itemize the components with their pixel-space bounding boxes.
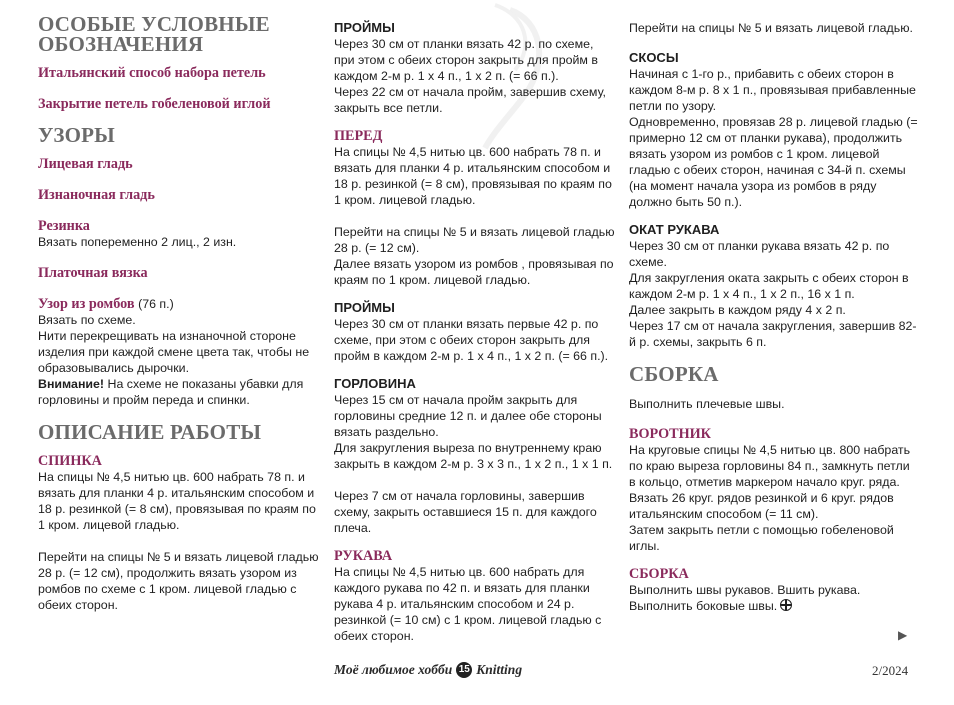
front-title: ПЕРЕД	[334, 128, 383, 144]
footer-magazine-right: Knitting	[476, 662, 523, 677]
attention-note	[38, 376, 323, 408]
front-armholes-title: ПРОЙМЫ	[334, 300, 395, 315]
special-symbols-title: ОСОБЫЕ УСЛОВНЫЕ ОБОЗНАЧЕНИЯ	[38, 12, 270, 56]
final-assembly-title: СБОРКА	[629, 566, 689, 582]
final-assembly-body: Выполнить швы рукавов. Вшить рукава. Выполнить боковые швы.	[629, 583, 861, 613]
rib-text: Вязать попеременно 2 лиц., 2 изн.	[38, 235, 237, 249]
page-number: 15	[456, 662, 472, 678]
assembly-text: Выполнить плечевые швы.	[629, 397, 785, 411]
work-description-title: ОПИСАНИЕ РАБОТЫ	[38, 420, 262, 444]
neck-text-2: Через 7 см от начала горловины, завершив схему, закрыть оставшиеся 15 п. для каждого плеча.	[334, 489, 597, 535]
rhombus-count: (76 п.)	[138, 297, 174, 311]
assembly-title: СБОРКА	[629, 362, 719, 386]
issue-number: 2/2024	[872, 663, 909, 678]
column-2	[334, 14, 616, 644]
garter-label: Платочная вязка	[38, 265, 148, 281]
footer-magazine-left: Моё любимое хобби	[334, 662, 453, 677]
sleeves-text: На спицы № 4,5 нитью цв. 600 набрать для каждого рукава по 42 п. и вязать для планки рукава 4 р. итальянским способом и 24 р. резинкой (= 10 см) с 1 кром. лицевой гладью с обеих сторон.	[334, 565, 602, 643]
sleeve-cap-title: ОКАТ РУКАВА	[629, 222, 720, 237]
end-mark-icon	[780, 599, 792, 611]
reverse-stockinette-label: Изнаночная гладь	[38, 187, 155, 203]
bevels-text: Начиная с 1-го р., прибавить с обеих сторон в каждом 8-м р. 8 х 1 п., провязывая прибавленные петли по узору. Одновременно, провязав 28 р. лицевой гладью (= примерно 12 см от планки рукава), продолжить вязать узором из ромбов с 1 кром. лицевой гладью с обеих сторон, начиная с 34-й п. схемы (на момент начала узора из ромбов в ряду должно быть 50 п.).	[629, 67, 918, 209]
collar-title: ВОРОТНИК	[629, 426, 711, 442]
armholes-text: Через 30 см от планки вязать 42 р. по схеме, при этом с обеих сторон закрыть для пройм в каждом 2-м р. 1 х 4 п., 1 х 2 п. (= 66 п.). Через 22 см от начала пройм, завершив схему, закрыть все петли.	[334, 37, 606, 115]
footer-magazine-title	[334, 662, 522, 678]
italian-cast-on-label: Итальянский способ набора петель	[38, 65, 266, 81]
stockinette-label: Лицевая гладь	[38, 156, 133, 172]
next-page-arrow-icon: ▶	[898, 628, 908, 642]
attention-label: Внимание!	[38, 377, 105, 391]
sleeve-cap-text: Через 30 см от планки рукава вязать 42 р. по схеме. Для закругления оката закрыть с обеих сторон в каждом 2-м р. 1 х 4 п., 1 х 2 п., 16 х 1 п. Далее закрыть в каждом ряду 4 х 2 п. Через 17 см от начала закругления, завершив 82-й р. схемы, закрыть 6 п.	[629, 239, 917, 349]
rhombus-title	[38, 296, 323, 312]
collar-text: На круговые спицы № 4,5 нитью цв. 800 набрать по краю выреза горловины 84 п., замкнуть петли в кольцо, отметив маркером начало круг. ряда. Вязать 26 круг. рядов резинкой и 6 круг. рядов итальянским способом (= 11 см). Затем закрыть петли с помощью гобеленовой иглы.	[629, 443, 911, 553]
rib-title: Резинка	[38, 218, 90, 234]
column-3	[629, 14, 919, 614]
back-text-2: Перейти на спицы № 5 и вязать лицевой гладью 28 р. (= 12 см), продолжить вязать узором из ромбов по схеме с 1 кром. лицевой гладью с обеих сторон.	[38, 550, 319, 612]
sleeve-continue-text: Перейти на спицы № 5 и вязать лицевой гладью.	[629, 21, 913, 35]
attention-text: На схеме не показаны убавки для горловины и пройм переда и спинки.	[38, 377, 304, 407]
front-text-1: На спицы № 4,5 нитью цв. 600 набрать 78 п. и вязать для планки 4 р. итальянским способом и 18 р. резинкой (= 8 см), провязывая по краям по 1 кром. лицевой гладью.	[334, 145, 612, 207]
bevels-title: СКОСЫ	[629, 50, 679, 65]
back-title: СПИНКА	[38, 453, 102, 469]
sleeves-title: РУКАВА	[334, 548, 393, 564]
final-assembly-text	[629, 582, 919, 614]
tapestry-bind-off-label: Закрытие петель гобеленовой иглой	[38, 96, 271, 112]
column-1	[38, 14, 323, 613]
rhombus-text: Вязать по схеме. Нити перекрещивать на изнаночной стороне изделия при каждой смене цвета так, чтобы не образовывались дырочки.	[38, 313, 310, 375]
rhombus-title-text: Узор из ромбов	[38, 296, 135, 312]
front-text-2: Перейти на спицы № 5 и вязать лицевой гладью 28 р. (= 12 см). Далее вязать узором из ромбов , провязывая по краям по 1 кром. лицевой гладью.	[334, 225, 615, 287]
armholes-title: ПРОЙМЫ	[334, 20, 395, 35]
patterns-title: УЗОРЫ	[38, 123, 116, 147]
back-text-1: На спицы № 4,5 нитью цв. 600 набрать 78 п. и вязать для планки 4 р. итальянским способом и 18 р. резинкой (= 8 см), провязывая по краям по 1 кром. лицевой гладью.	[38, 470, 316, 532]
neck-text-1: Через 15 см от начала пройм закрыть для горловины средние 12 п. и далее обе стороны вязать раздельно. Для закругления выреза по внутреннему краю закрыть в каждом 2-м р. 3 х 3 п., 1 х 2 п., 1 х 1 п.	[334, 393, 613, 471]
front-armholes-text: Через 30 см от планки вязать первые 42 р. по схеме, при этом с обеих сторон закрыть для пройм в каждом 2-м р. 1 х 4 п., 1 х 2 п. (= 66 п.).	[334, 317, 609, 363]
neck-title: ГОРЛОВИНА	[334, 376, 416, 391]
